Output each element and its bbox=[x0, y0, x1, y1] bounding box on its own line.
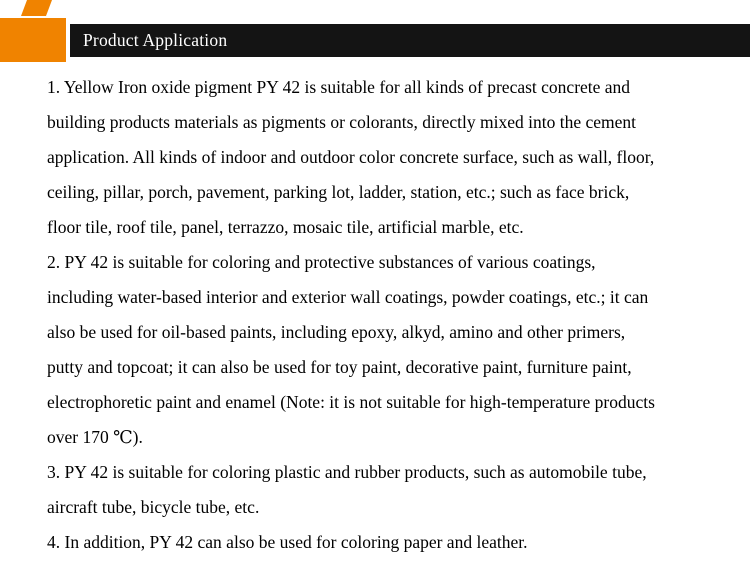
body-line: floor tile, roof tile, panel, terrazzo, mosaic tile, artificial marble, etc. bbox=[47, 217, 524, 237]
header-bar bbox=[70, 24, 750, 57]
body-line: over 170 ℃). bbox=[47, 427, 143, 447]
body-line: application. All kinds of indoor and outdoor color concrete surface, such as wall, floor, bbox=[47, 147, 655, 167]
header bbox=[0, 0, 750, 62]
body-line: 2. PY 42 is suitable for coloring and protective substances of various coatings, bbox=[47, 252, 596, 272]
paragraph-3 bbox=[47, 455, 722, 525]
body-line: electrophoretic paint and enamel (Note: it is not suitable for high-temperature products bbox=[47, 392, 655, 412]
orange-ribbon-icon bbox=[0, 0, 70, 62]
body-line: also be used for oil-based paints, including epoxy, alkyd, amino and other primers, bbox=[47, 322, 626, 342]
paragraph-1 bbox=[47, 70, 722, 245]
body-line: building products materials as pigments or colorants, directly mixed into the cement bbox=[47, 112, 637, 132]
paragraph-2 bbox=[47, 245, 722, 455]
page-title: Product Application bbox=[83, 30, 228, 50]
body-line: aircraft tube, bicycle tube, etc. bbox=[47, 497, 260, 517]
body-line: ceiling, pillar, porch, pavement, parking lot, ladder, station, etc.; such as face brick, bbox=[47, 182, 630, 202]
body-line: 4. In addition, PY 42 can also be used for coloring paper and leather. bbox=[47, 532, 528, 552]
body-text bbox=[0, 62, 750, 560]
body-line: 3. PY 42 is suitable for coloring plastic and rubber products, such as automobile tube, bbox=[47, 462, 647, 482]
body-line: 1. Yellow Iron oxide pigment PY 42 is suitable for all kinds of precast concrete and bbox=[47, 77, 631, 97]
body-line: including water-based interior and exterior wall coatings, powder coatings, etc.; it can bbox=[47, 287, 649, 307]
paragraph-4 bbox=[47, 525, 722, 560]
body-line: putty and topcoat; it can also be used for toy paint, decorative paint, furniture paint, bbox=[47, 357, 632, 377]
